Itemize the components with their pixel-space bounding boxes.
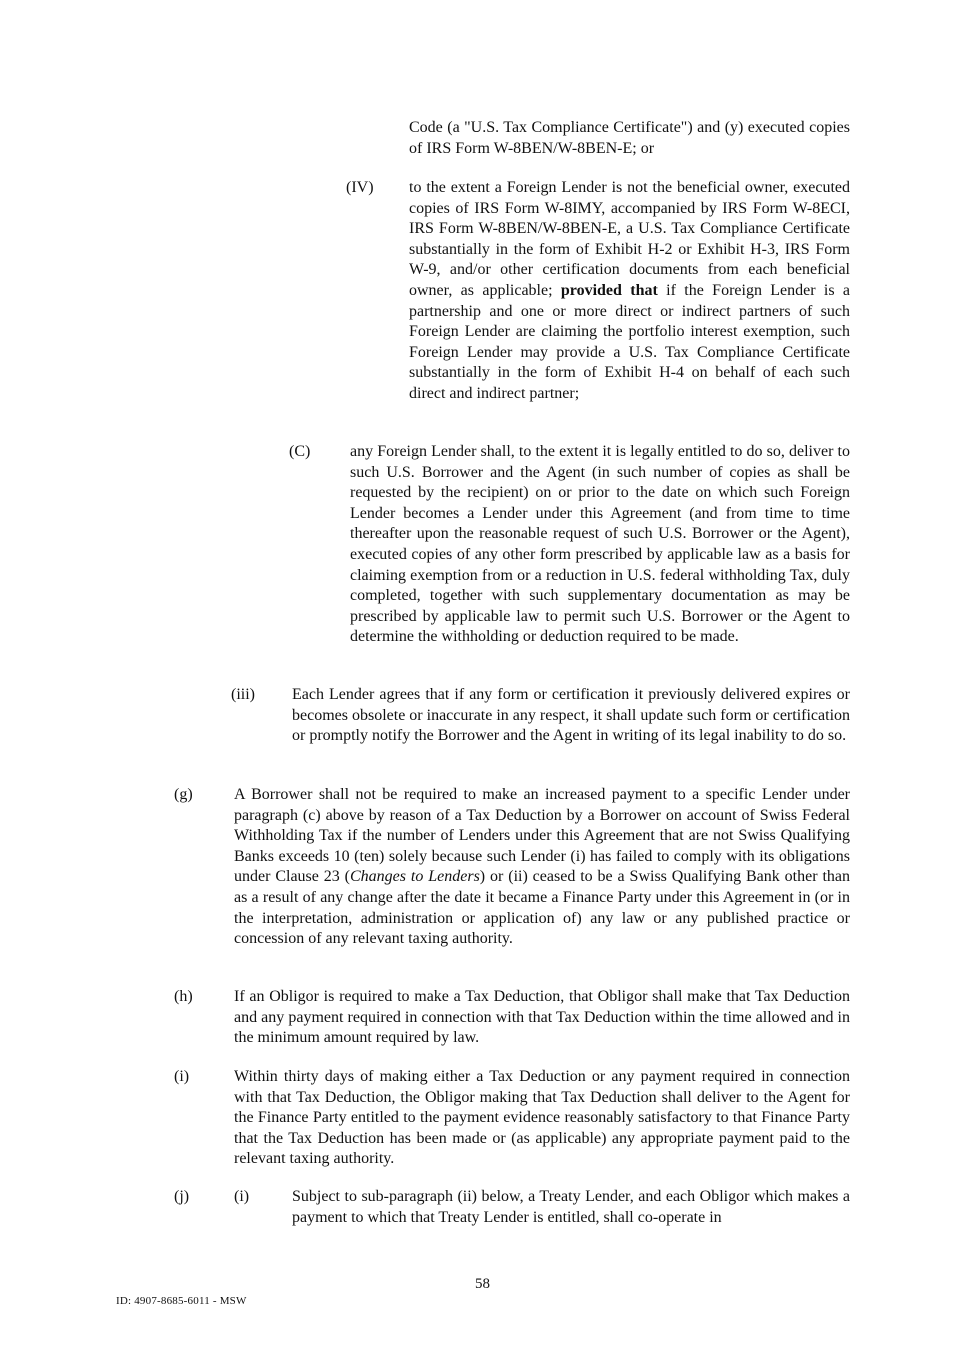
paragraph-label: (h) — [174, 988, 193, 1005]
document-id: ID: 4907-8685-6011 - MSW — [116, 1295, 247, 1307]
paragraph-label: (C) — [289, 443, 311, 460]
paragraph-label: (IV) — [346, 179, 374, 196]
paragraph-text: Within thirty days of making either a Tax Deduction or any payment required in connection with that Tax Deduction, the Obligor making that Tax Deduction shall deliver to the Agent for the Finance Party entitled to the payment evidence reasonably satisfactory to that Finance Party that the Tax Deduction has been made or (as applicable) any appropriate payment paid to the relevant taxing authority. — [234, 1068, 850, 1168]
paragraph-text: If an Obligor is required to make a Tax Deduction, that Obligor shall make that Tax Deduction and any payment required in connection with that Tax Deduction within the time allowed and in the minimum amount required by law. — [234, 988, 850, 1047]
paragraph-label: (iii) — [231, 686, 255, 703]
text-run: if the Foreign Lender is a partnership and one or more direct or indirect partners of such Foreign Lender are claiming the portfolio interest exemption, such Foreign Lender may provide a U.S. Tax Compliance Certificate substantially in the form of Exhibit H-4 on behalf of each such direct and indirect partner; — [409, 281, 851, 402]
text-run: A Borrower shall not be required to make an increased payment to a specific Lender under paragraph (c) above by reason of a Tax Deduction by a Borrower on account of Swiss Federal Withholding Tax if the number of Lenders under this Agreement that are not Swiss Qualifying Banks exceeds 10 (ten) solely because such Lender (i) has failed to comply with its obligations under Clause 23 ( — [234, 786, 850, 886]
bold-text-run: provided that — [560, 281, 658, 299]
text-run: to the extent a Foreign Lender is not the beneficial owner, executed copies of IRS Form W-8IMY, accompanied by IRS Form W-8ECI, IRS Form W-8BEN/W-8BEN-E, a U.S. Tax Compliance Certificate substantially in the form of Exhibit H-2 or Exhibit H-3, IRS Form W-9, and/or other certification documents from each beneficial owner, as applicable; — [409, 179, 850, 299]
paragraph-label: (g) — [174, 786, 193, 803]
text-run: ) or (ii) ceased to be a Swiss Qualifying Bank other than as a result of any change after the date it became a Finance Party under this Agreement in (or in the interpretation, administration or application of) any law or any published practice or concession of any relevant taxing authority. — [234, 868, 850, 948]
paragraph-text — [409, 178, 850, 405]
paragraph-text: Subject to sub-paragraph (ii) below, a Treaty Lender, and each Obligor which makes a payment to which that Treaty Lender is entitled, shall co-operate in — [292, 1188, 850, 1226]
sub-paragraph-label: (i) — [234, 1188, 250, 1205]
paragraph-label: (i) — [174, 1068, 190, 1085]
paragraph-text: Code (a "U.S. Tax Compliance Certificate") and (y) executed copies of IRS Form W-8BEN/W-8BEN-E; or — [409, 119, 850, 157]
paragraph-text: Each Lender agrees that if any form or certification it previously delivered expires or becomes obsolete or inaccurate in any respect, it shall update such form or certification or promptly notify the Borrower and the Agent in writing of its legal inability to do so. — [292, 686, 851, 745]
paragraph-text: any Foreign Lender shall, to the extent it is legally entitled to do so, deliver to such U.S. Borrower and the Agent (in such number of copies as shall be requested by the recipient) on or prior to the date on which such Foreign Lender becomes a Lender under this Agreement (and from time to time thereafter upon the reasonable request of such U.S. Borrower or the Agent), executed copies of any other form prescribed by applicable law as a basis for claiming exemption from or a reduction in U.S. federal withholding Tax, duly completed, together with such supplementary documentation as may be prescribed by applicable law to permit such U.S. Borrower or the Agent to determine the withholding or deduction required to be made. — [350, 443, 850, 646]
paragraph-label: (j) — [174, 1188, 190, 1205]
paragraph-text — [234, 785, 850, 950]
italic-text-run: Changes to Lenders — [350, 868, 480, 886]
page-number: 58 — [475, 1276, 490, 1292]
